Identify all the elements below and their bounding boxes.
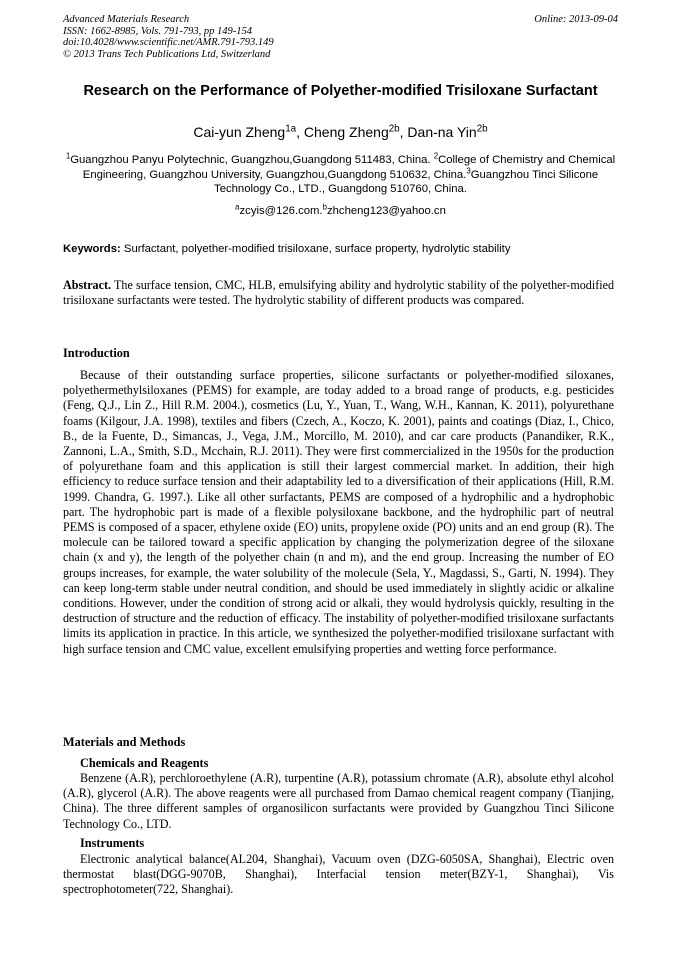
author-separator: , bbox=[296, 124, 304, 140]
author-separator: , bbox=[399, 124, 408, 140]
online-date: Online: 2013-09-04 bbox=[534, 14, 618, 25]
keywords-label: Keywords: bbox=[63, 243, 121, 255]
email-sup: a bbox=[235, 202, 240, 212]
instruments-paragraph: Electronic analytical balance(AL204, Shanghai), Vacuum oven (DZG-6050SA, Shanghai), Electric oven thermostat blast(DGG-9070B, Shanghai), Interfacial tension meter(BZY-1, Shanghai), Vis spectrophotometer(722, Shanghai). bbox=[63, 852, 614, 897]
email-sup: b bbox=[322, 202, 327, 212]
materials-heading: Materials and Methods bbox=[63, 735, 186, 749]
affiliation-1: Guangzhou Panyu Polytechnic, Guangzhou,Guangdong 511483, China. bbox=[70, 154, 434, 166]
author-sup: 1a bbox=[285, 123, 297, 135]
doi-line: doi:10.4028/www.scientific.net/AMR.791-793.149 bbox=[63, 37, 274, 48]
abstract-text: The surface tension, CMC, HLB, emulsifying ability and hydrolytic stability of the polyether-modified trisiloxane surfactants were tested. The hydrolytic stability of different products was compared. bbox=[63, 278, 614, 308]
email-a[interactable]: zcyis@126.com. bbox=[239, 205, 323, 217]
author-sup: 2b bbox=[388, 123, 400, 135]
abstract-label: Abstract. bbox=[63, 278, 112, 292]
affil-sup: 1 bbox=[65, 151, 71, 161]
author-name: Cheng Zheng bbox=[303, 124, 389, 140]
affiliation-2: College of Chemistry and Chemical Engineering, Guangzhou University, Guangzhou,Guangdong 510632, China. bbox=[82, 154, 616, 181]
introduction-heading: Introduction bbox=[63, 346, 130, 360]
author-name: Cai-yun Zheng bbox=[193, 124, 286, 140]
affil-sup: 3 bbox=[466, 166, 471, 176]
issn-line: ISSN: 1662-8985, Vols. 791-793, pp 149-154 bbox=[63, 25, 252, 37]
affiliations bbox=[63, 153, 618, 197]
introduction-paragraph: Because of their outstanding surface properties, silicone surfactants or polyether-modified siloxanes, polyethermethylsiloxanes (PEMS) for example, are today added to a broad range of products, e.g. pesticides (Feng, Q.J., Lin Z., Hill R.M. 2004.), cosmetics (Lu, Y., Yuan, T., Wang, W.H., Kannan, K. 2011), polyurethane foams (Kilgour, J.A. 1998), textiles and fibers (Czech, A., Koczo, K. 2001), paints and coatings (Diaz, I., Chico, B., de la Fuente, D., Simancas, J., Vega, J.M., Morcillo, M. 2010), and car care products (Panandiker, R.K., Zannoni, L.A., Smith, S.D., Mcchain, R.J. 2011). They were first commercialized in the 1950s for the production of polyurethane foam and this application is still their largest commercial market. In addition, their high efficiency to reduce surface tension and their adaptability led to a diversification of their applications (Hill, R.M. 1999. Chandra, G. 1997.). Like all other surfactants, PEMS are composed of a hydrophilic and a hydrophobic part. The hydrophobic part is made of a flexible polysiloxane backbone, and the hydrophilic part of neutral PEMS is composed of a spacer, ethylene oxide (EO) units, propylene oxide (PO) units and an end group (R). The molecule can be tailored toward a specific application by changing the polymerization degree of the siloxane chain (x and y), the length of the polyether chain (n and m), and the end group. Increasing the number of EO groups increases, for example, the water solubility of the molecule (Sela, Y., Magdassi, S., Garti, N. 1994). They can keep long-term stable under neutral condition, and should be used immediately in slightly acidic or alkaline conditions. However, under the condition of strong acid or alkali, they would hydrolysis quickly, resulting in the destruction of structure and the reduction of efficacy. The instability of polyether-modified trisiloxane surfactants limits its application in practice. In this article, we synthesized the polyether-modified trisiloxane surfactant with high surface tension and CMC value, excellent emulsifying properties and wetting force performance. bbox=[63, 368, 614, 656]
journal-header bbox=[63, 14, 618, 60]
email-line bbox=[63, 204, 618, 218]
instruments-heading: Instruments bbox=[80, 836, 145, 850]
keywords-line bbox=[63, 242, 618, 256]
keywords-text: Surfactant, polyether-modified trisiloxane, surface property, hydrolytic stability bbox=[120, 243, 511, 255]
email-b[interactable]: zhcheng123@yahoo.cn bbox=[326, 205, 446, 217]
author-list bbox=[63, 123, 618, 141]
chemicals-paragraph: Benzene (A.R), perchloroethylene (A.R), turpentine (A.R), potassium chromate (A.R), absolute ethyl alcohol (A.R), glycerol (A.R). The above reagents were all purchased from Damao chemical reagent company (Tianjing, China). The three different samples of organosilicon surfactants were provided by Guangzhou Tinci Silicone Technology Co., LTD. bbox=[63, 771, 614, 831]
abstract-paragraph bbox=[63, 278, 614, 308]
chemicals-heading: Chemicals and Reagents bbox=[80, 756, 209, 770]
author-name: Dan-na Yin bbox=[407, 124, 477, 140]
affil-sup: 2 bbox=[433, 151, 439, 161]
affiliation-3: Guangzhou Tinci Silicone Technology Co., LTD., Guangdong 510760, China. bbox=[214, 168, 599, 196]
journal-name: Advanced Materials Research bbox=[63, 14, 190, 25]
copyright-line: © 2013 Trans Tech Publications Ltd, Switzerland bbox=[63, 48, 271, 60]
author-sup: 2b bbox=[476, 123, 488, 135]
paper-title: Research on the Performance of Polyether-modified Trisiloxane Surfactant bbox=[83, 83, 598, 99]
